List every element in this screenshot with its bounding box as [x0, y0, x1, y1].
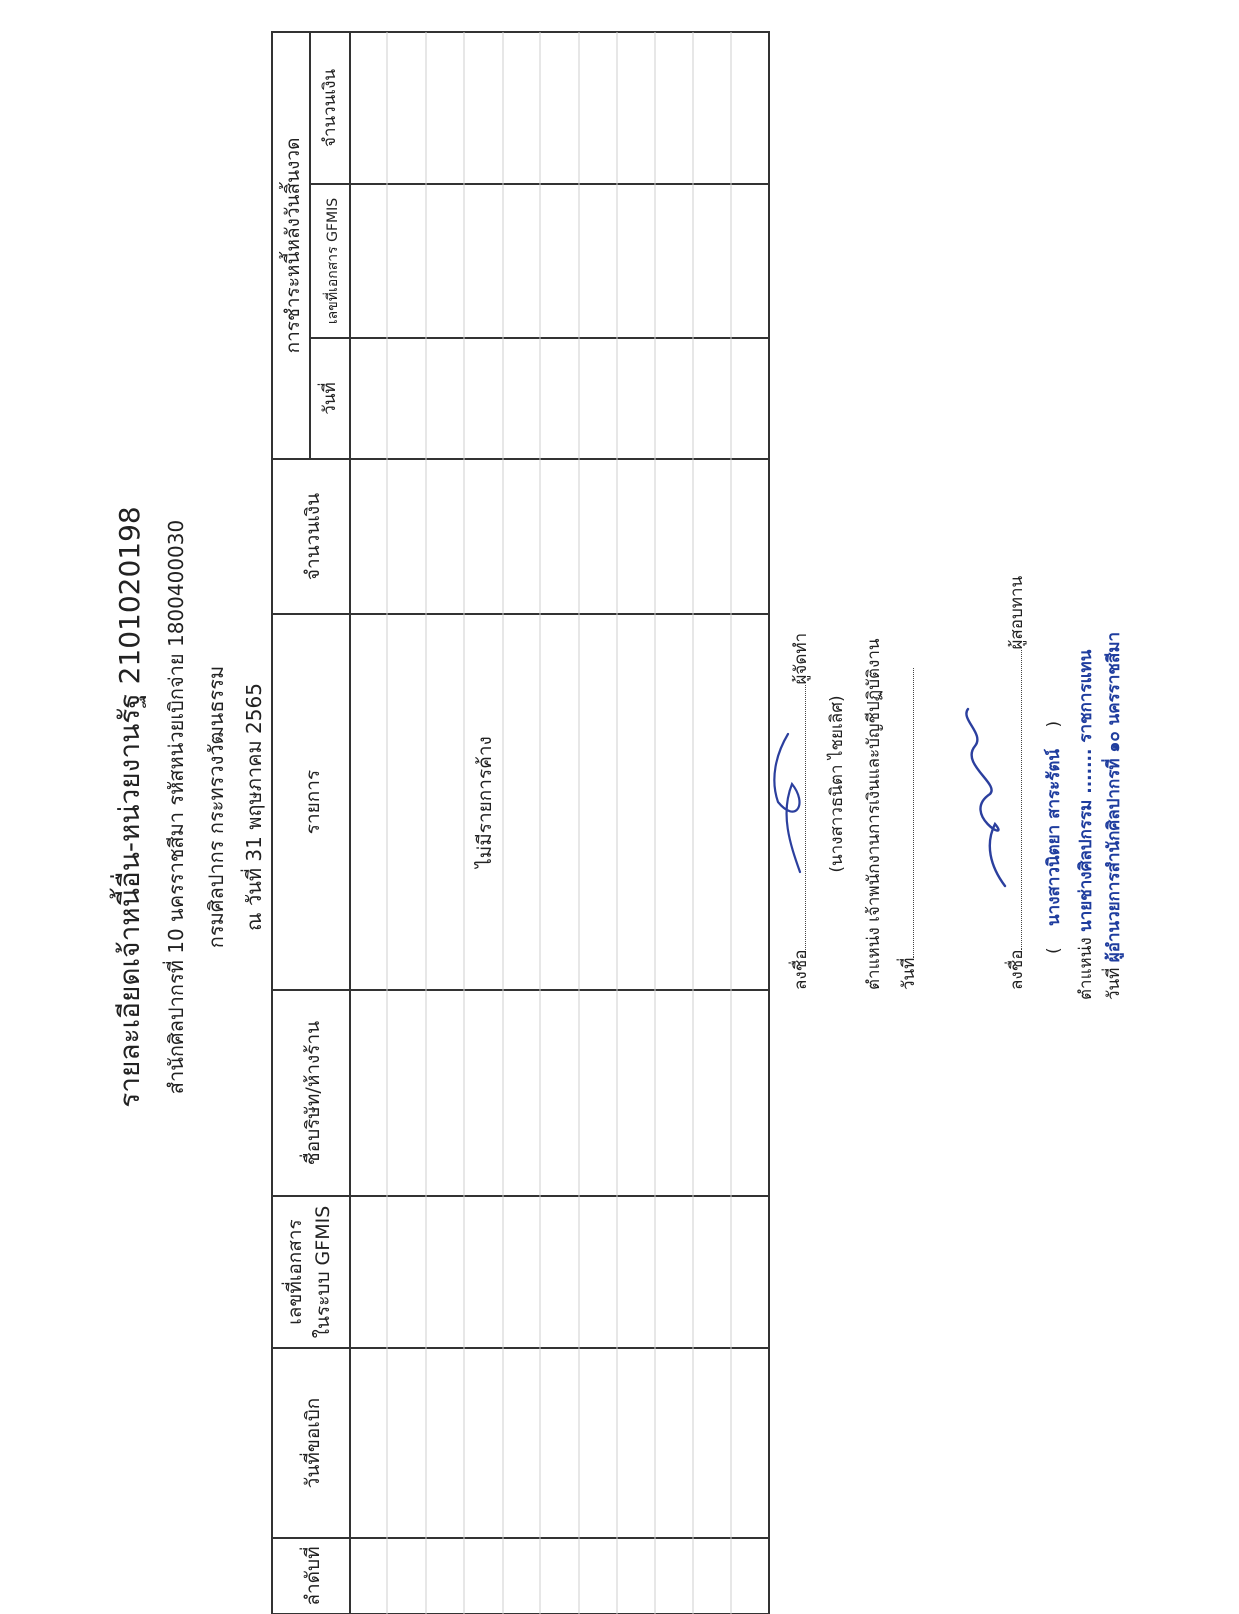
col-header-pay-doc: เลขที่เอกสาร GFMIS	[325, 197, 341, 325]
department-line: กรมศิลปากร กระทรวงวัฒนธรรม	[204, 665, 228, 949]
report-date: ณ วันที่ 31 พฤษภาคม 2565	[242, 683, 266, 931]
page-subtitle: สำนักศิลปากรที่ 10 นครราชสีมา รหัสหน่วยเบิกจ่าย 1800400030	[164, 519, 188, 1095]
col-header-item: รายการ	[302, 769, 324, 835]
preparer-name: (นางสาวธนิตา ไชยเลิศ)	[827, 695, 847, 873]
preparer-signature	[774, 734, 800, 872]
col-header-pay-date: วันที่	[320, 382, 340, 415]
reviewer-date-line: วันที่ ผู้อำนวยการสำนักศิลปากรที่ ๑๐ นครราชสีมา	[1104, 631, 1124, 1000]
col-header-amount: จำนวนเงิน	[302, 492, 324, 581]
preparer-sign-line: ลงชื่อผู้จัดทำ	[791, 632, 811, 990]
empty-note: ไม่มีรายการค้าง	[474, 736, 496, 868]
reviewer-name: ( นางสาวนิตยา สาระรัตน์ )	[1044, 720, 1064, 954]
page-title: รายละเอียดเจ้าหนี้อื่น-หน่วยงานรัฐ 2101020198	[113, 506, 146, 1108]
col-header-payment-group: การชำระหนี้หลังวันสิ้นงวด	[282, 137, 304, 354]
col-header-company: ชื่อบริษัท/ห้างร้าน	[302, 1020, 324, 1166]
reviewer-sign-line: ลงชื่อผู้สอบทาน	[1007, 575, 1027, 990]
col-header-doc-no: เลขที่เอกสาร ในระบบ GFMIS	[284, 1205, 334, 1339]
preparer-date-line: วันที่	[895, 668, 922, 990]
col-header-pay-amount: จำนวนเงิน	[320, 68, 340, 148]
col-header-request-date: วันที่ขอเบิก	[302, 1397, 324, 1489]
col-header-no: ลำดับที่	[302, 1546, 324, 1606]
reviewer-signature	[966, 709, 1005, 886]
preparer-position: ตำแหน่ง เจ้าพนักงานการเงินและบัญชีปฏิบัติงาน	[864, 638, 884, 990]
reviewer-position: ตำแหน่ง นายช่างศิลปกรรม ....... ราชการแทน	[1076, 649, 1096, 1000]
